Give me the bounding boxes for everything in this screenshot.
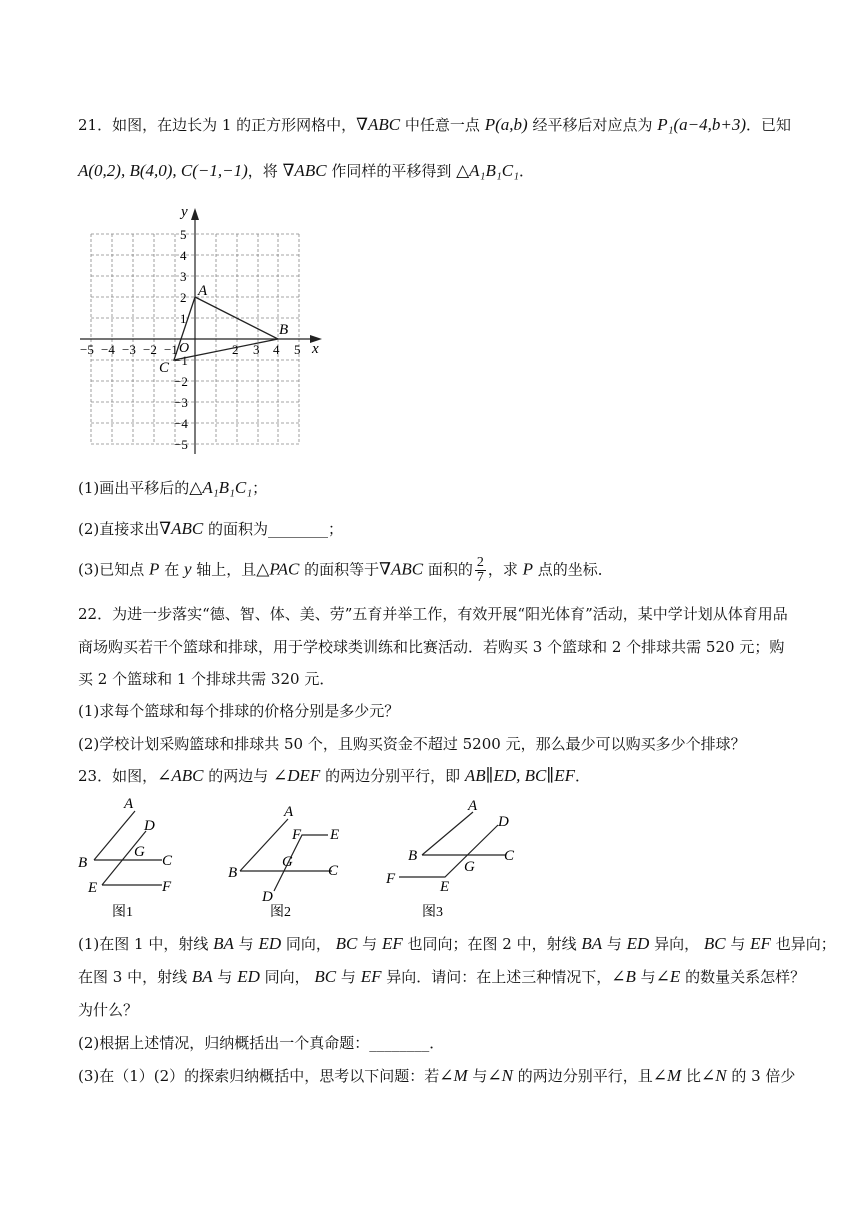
angle-m: ∠M	[439, 1066, 468, 1085]
y-axis-arrow-icon	[191, 208, 199, 220]
q21-text: 作同样的平移得到	[326, 162, 457, 180]
origin-label: O	[179, 341, 190, 356]
q23-text: 也异向；	[770, 935, 836, 953]
q23-part1-line1	[78, 933, 836, 955]
fraction-2-7	[475, 556, 486, 585]
x-tick: −1	[164, 342, 178, 357]
triangle-a1b1c1: △A₁B₁C₁	[189, 478, 253, 497]
y-tick: 2	[180, 290, 187, 305]
triangle-abc-shape	[174, 297, 278, 360]
q23-line1	[78, 765, 590, 787]
q21-text: ；	[252, 479, 268, 497]
q21-text: 经平移后对应点为	[527, 116, 658, 134]
fig1-label-a: A	[124, 796, 134, 812]
q23-text: 异向．请问：在上述三种情况下，	[381, 968, 612, 986]
fig3-label-c: C	[504, 848, 515, 864]
x-tick: −3	[122, 342, 136, 357]
q22-line1: 22．为进一步落实“德、智、体、美、劳”五育并举工作，有效开展“阳光体育”活动，某中学计划从体育用品	[78, 605, 788, 623]
y-tick: 4	[180, 248, 187, 263]
ray-ed: ED	[626, 934, 650, 953]
ray-ba: BA	[213, 934, 234, 953]
x-tick: 3	[253, 342, 260, 357]
fig2-label-a: A	[284, 804, 294, 820]
point-p1-expr: P₁(a−4,b+3)	[657, 115, 747, 134]
y-tick: −3	[174, 395, 188, 410]
fig1-caption: 图1	[112, 905, 133, 920]
y-tick: −4	[174, 416, 188, 431]
x-tick: 4	[273, 342, 280, 357]
y-tick: 5	[180, 227, 187, 242]
fig1-label-b: B	[78, 855, 88, 871]
q23-text: 也同向；在图 2 中，射线	[402, 935, 582, 953]
q21-text: (2)直接求出	[78, 520, 160, 538]
q23-part1-line2	[78, 966, 805, 988]
q23-text: 同向，	[281, 935, 336, 953]
q23-text: 在图 3 中，射线	[78, 968, 192, 986]
q23-text: 与	[467, 1067, 488, 1085]
angle-n: ∠N	[487, 1066, 513, 1085]
q23-text: 同向，	[259, 968, 315, 986]
ray-ed: ED	[258, 934, 282, 953]
q23-text: 与	[233, 935, 259, 953]
points-abc: A(0,2), B(4,0), C(−1,−1)	[78, 161, 248, 180]
coordinate-grid-figure	[70, 198, 340, 460]
point-b-label: B	[279, 322, 289, 338]
q23-text: 与	[212, 968, 238, 986]
ray-ef: EF	[381, 934, 403, 953]
angle-m: ∠M	[652, 1066, 682, 1085]
ray-ba: BA	[191, 967, 213, 986]
q23-part2: (2)根据上述情况，归纳概括出一个真命题：________．	[78, 1034, 445, 1052]
y-tick: 1	[180, 311, 187, 326]
fig3-label-d: D	[498, 814, 509, 830]
y-tick: −2	[174, 374, 188, 389]
q23-text: 的两边分别平行，即	[320, 767, 465, 785]
q21-text: 21．如图，在边长为 1 的正方形网格中，	[78, 116, 357, 134]
ray-ef: EF	[750, 934, 771, 953]
q23-text: 23．如图，	[78, 767, 158, 785]
ray-bc: BC	[703, 934, 726, 953]
fig2-label-f: F	[292, 827, 302, 843]
angle-b: ∠B	[611, 967, 636, 986]
q23-text: (3)在（1）(2）的探索归纳概括中，思考以下问题：若	[78, 1067, 440, 1085]
triangle-a1b1c1: △A₁B₁C₁	[456, 161, 520, 180]
angle-figures	[70, 795, 550, 925]
q23-text: (1)在图 1 中，射线	[78, 935, 214, 953]
ray-ef: EF	[360, 967, 382, 986]
fig3-label-f: F	[386, 871, 396, 887]
q21-text: 轴上，且	[191, 560, 257, 579]
q21-part1	[78, 477, 267, 499]
angle-n: ∠N	[700, 1066, 727, 1085]
q23-text: 与	[635, 968, 656, 986]
x-tick-labels	[80, 342, 301, 357]
ray-ed: ED	[237, 967, 260, 986]
ray-ba: BA	[581, 934, 603, 953]
fig2-caption: 图2	[270, 905, 291, 920]
q21-line2	[78, 160, 534, 182]
q23-text: 的两边分别平行，且	[512, 1067, 653, 1085]
fig1-label-e: E	[88, 880, 98, 896]
q23-part3	[78, 1065, 795, 1087]
q21-text: 的面积为________；	[203, 520, 344, 538]
fig3-label-a: A	[468, 798, 478, 814]
q23-text: 与	[336, 968, 361, 986]
fig2-label-c: C	[328, 863, 339, 879]
x-tick: 5	[294, 342, 301, 357]
fig3-ray-ba	[422, 812, 473, 855]
angle-e: ∠E	[655, 967, 681, 986]
fraction-numerator: 2	[476, 555, 484, 570]
ray-bc: BC	[335, 934, 358, 953]
triangle-pac: △PAC	[256, 559, 300, 579]
x-tick: −5	[80, 342, 94, 357]
fig3-label-e: E	[440, 879, 450, 895]
q23-text: 与	[725, 935, 751, 953]
q23-text: 与	[602, 935, 627, 953]
fig2-ray-ba	[240, 819, 288, 871]
q22-line3: 买 2 个篮球和 1 个排球共需 320 元．	[78, 670, 335, 688]
fig3-caption: 图3	[422, 905, 443, 920]
q22-line2: 商场购买若干个篮球和排球，用于学校球类训练和比赛活动．若购买 3 个篮球和 2 个排球共需 520 元；购	[78, 638, 785, 656]
fig2-label-b: B	[228, 865, 238, 881]
q22-part2: (2)学校计划采购篮球和排球共 50 个，且购买资金不超过 5200 元，那么最少可以购买多少个排球？	[78, 735, 746, 753]
fig3-label-g: G	[464, 859, 475, 875]
x-tick: −4	[101, 342, 115, 357]
q21-text: 中任意一点	[400, 116, 485, 134]
fig1-label-c: C	[162, 853, 173, 869]
triangle-abc: ∇ABC	[159, 519, 204, 538]
q21-text: (3)已知点	[78, 560, 150, 579]
parallel-relation: AB∥ED, BC∥EF	[464, 766, 575, 785]
q23-text: 与	[357, 935, 382, 953]
triangle-abc: ∇ABC	[356, 115, 401, 134]
q22-part1: (1)求每个篮球和每个排球的价格分别是多少元？	[78, 702, 400, 720]
q23-text: 的数量关系怎样？	[680, 968, 806, 986]
triangle-abc: ∇ABC	[379, 559, 424, 579]
point-c-label: C	[159, 360, 170, 376]
q23-text: ．	[574, 767, 590, 785]
y-var: y	[183, 559, 192, 579]
q23-text: 比	[681, 1067, 701, 1085]
q21-text: 在	[159, 560, 184, 579]
fig1-label-f: F	[162, 879, 172, 895]
q21-text: ，将	[247, 162, 283, 180]
q21-part2	[78, 518, 343, 540]
q23-part1-line3: 为什么？	[78, 1001, 139, 1019]
point-p: P	[522, 559, 534, 579]
q21-text: 面积的	[423, 560, 473, 579]
triangle-abc: ∇ABC	[282, 161, 327, 180]
q21-text: ，求	[487, 560, 523, 579]
fig2-label-e: E	[330, 827, 340, 843]
q21-text: ．	[519, 162, 535, 180]
y-tick: −1	[174, 353, 188, 368]
x-axis-label: x	[312, 341, 319, 357]
y-tick: 3	[180, 269, 187, 284]
q21-text: (1)画出平移后的	[78, 479, 190, 497]
fig2-label-d: D	[262, 889, 273, 905]
point-a-label: A	[198, 283, 208, 299]
q21-text: 点的坐标．	[533, 560, 613, 579]
q23-text: 异向，	[649, 935, 704, 953]
q21-text: ．已知	[746, 116, 792, 134]
y-tick: −5	[174, 437, 188, 452]
point-p-expr: P(a,b)	[484, 115, 528, 134]
ray-bc: BC	[314, 967, 337, 986]
angle-abc: ∠ABC	[157, 766, 204, 785]
q21-text: 的面积等于	[299, 560, 380, 579]
fig2-label-g: G	[282, 854, 293, 870]
q21-line1	[78, 114, 791, 136]
fig1-label-g: G	[134, 844, 145, 860]
point-p: P	[149, 559, 160, 579]
q21-part3	[78, 556, 613, 585]
angle-def: ∠DEF	[273, 766, 321, 785]
x-tick: 2	[232, 342, 239, 357]
q23-text: 的两边与	[203, 767, 273, 785]
fig3-label-b: B	[408, 848, 418, 864]
fig1-label-d: D	[144, 818, 155, 834]
q23-text: 的 3 倍少	[726, 1067, 796, 1085]
y-axis-label: y	[181, 204, 188, 220]
x-tick: −2	[143, 342, 157, 357]
fraction-denominator: 7	[476, 570, 484, 585]
